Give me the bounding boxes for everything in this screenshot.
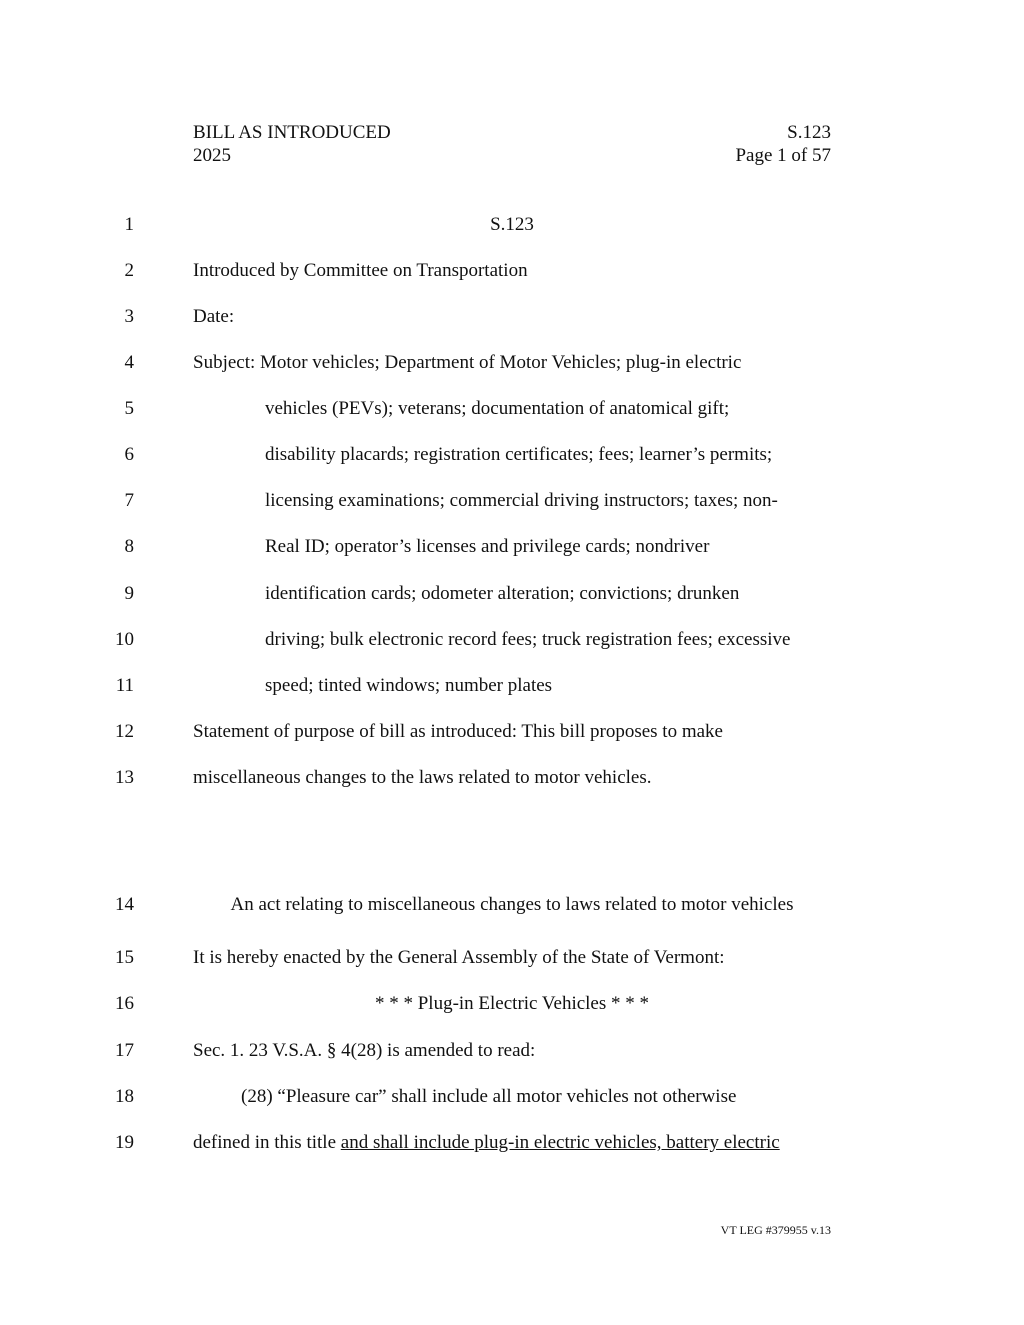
bill-line — [0, 720, 1024, 744]
bill-line — [0, 766, 1024, 790]
line-number: 6 — [124, 444, 134, 465]
bill-status: BILL AS INTRODUCED — [193, 122, 391, 143]
line-number: 15 — [115, 947, 134, 968]
statement-of-purpose: Statement of purpose of bill as introduced: This bill proposes to make — [193, 721, 723, 742]
bill-line — [0, 397, 1024, 421]
line-number: 3 — [124, 306, 134, 327]
statement-of-purpose: miscellaneous changes to the laws related to motor vehicles. — [193, 767, 652, 788]
subject-text: Real ID; operator’s licenses and privilege cards; nondriver — [265, 536, 710, 557]
bill-line — [0, 1085, 1024, 1109]
bill-line — [0, 1039, 1024, 1063]
bill-line — [0, 628, 1024, 652]
subject-text: speed; tinted windows; number plates — [265, 675, 553, 696]
line-number: 5 — [124, 398, 134, 419]
statute-text — [193, 1131, 780, 1155]
bill-number: S.123 — [787, 122, 831, 143]
line-number: 4 — [124, 352, 134, 373]
subject-text: disability placards; registration certificates; fees; learner’s permits; — [265, 444, 773, 465]
date-label: Date: — [193, 306, 235, 327]
line-number: 14 — [115, 894, 134, 915]
line-number: 18 — [115, 1086, 134, 1107]
bill-line — [0, 946, 1024, 970]
subject-text: vehicles (PEVs); veterans; documentation of anatomical gift; — [265, 398, 730, 419]
bill-title: S.123 — [490, 214, 534, 235]
bill-line — [0, 992, 1024, 1016]
statute-text: (28) “Pleasure car” shall include all motor vehicles not otherwise — [241, 1086, 737, 1107]
introduced-by: Introduced by Committee on Transportation — [193, 260, 528, 281]
line-number: 12 — [115, 721, 134, 742]
bill-line — [0, 443, 1024, 467]
document-id: VT LEG #379955 v.13 — [720, 1223, 831, 1237]
bill-line — [0, 1131, 1024, 1155]
bill-year: 2025 — [193, 145, 231, 166]
line-number: 7 — [124, 490, 134, 511]
line-number: 1 — [124, 214, 134, 235]
line-number: 17 — [115, 1040, 134, 1061]
line-number: 13 — [115, 767, 134, 788]
subject-text: driving; bulk electronic record fees; truck registration fees; excessive — [265, 629, 791, 650]
line-number: 10 — [115, 629, 134, 650]
inserted-text: and shall include plug-in electric vehicles, battery electric — [340, 1132, 780, 1153]
bill-line — [0, 582, 1024, 606]
subject-text: identification cards; odometer alteration; convictions; drunken — [265, 583, 740, 604]
bill-line — [0, 213, 1024, 237]
section-title: Sec. 1. 23 V.S.A. § 4(28) is amended to read: — [193, 1040, 536, 1061]
enacting-clause: It is hereby enacted by the General Assembly of the State of Vermont: — [193, 947, 725, 968]
bill-line — [0, 305, 1024, 329]
line-number: 9 — [124, 583, 134, 604]
line-number: 11 — [115, 675, 134, 696]
page-info: Page 1 of 57 — [735, 145, 831, 166]
line-number: 19 — [115, 1132, 134, 1153]
bill-line — [0, 351, 1024, 375]
bill-line — [0, 489, 1024, 513]
line-number: 2 — [124, 260, 134, 281]
subject-text: licensing examinations; commercial driving instructors; taxes; non- — [265, 490, 778, 511]
bill-line — [0, 674, 1024, 698]
existing-text: defined in this title — [193, 1132, 341, 1153]
bill-line — [0, 535, 1024, 559]
line-number: 8 — [124, 536, 134, 557]
subject-text: Subject: Motor vehicles; Department of Motor Vehicles; plug-in electric — [193, 352, 742, 373]
act-title: An act relating to miscellaneous changes to laws related to motor vehicles — [230, 894, 794, 915]
line-number: 16 — [115, 993, 134, 1014]
section-heading: * * * Plug-in Electric Vehicles * * * — [374, 993, 650, 1014]
bill-line — [0, 259, 1024, 283]
bill-line — [0, 893, 1024, 917]
